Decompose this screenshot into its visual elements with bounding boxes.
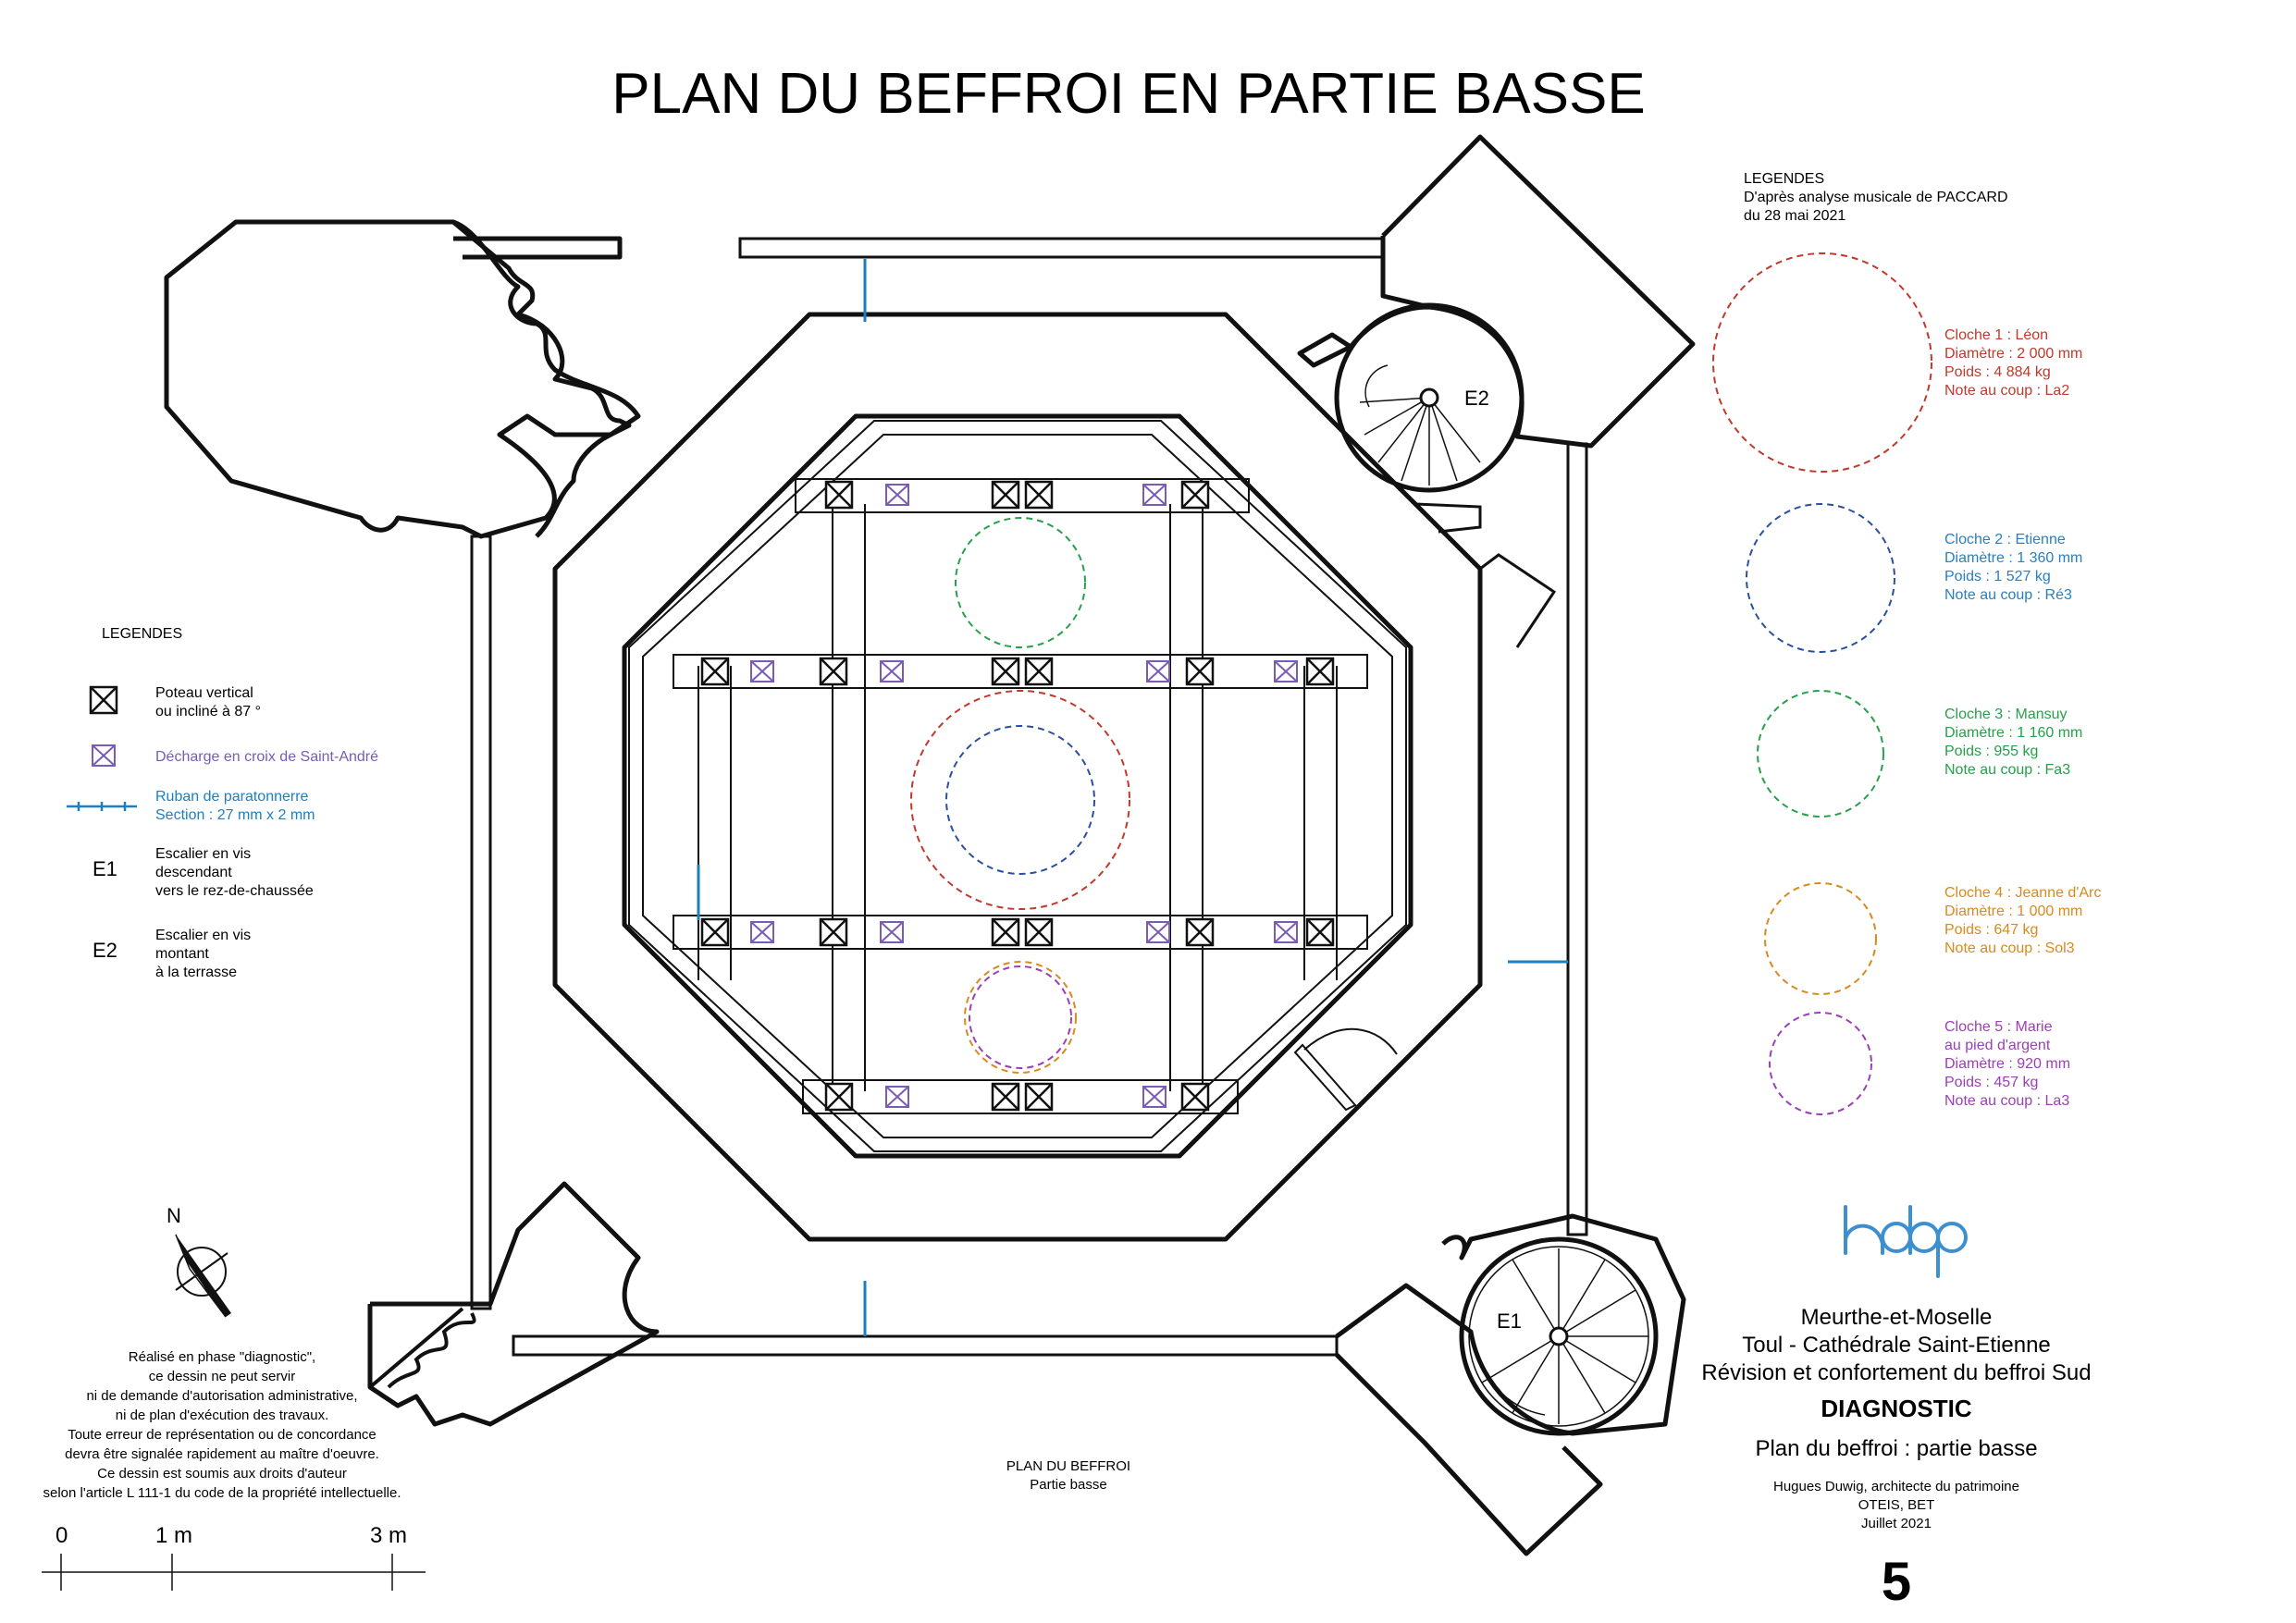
decharge: [886, 485, 908, 505]
scale-label-3m: 3 m: [370, 1523, 408, 1548]
poteau: [1187, 919, 1213, 945]
bell-1-line3: Poids : 4 884 kg: [1944, 364, 2051, 380]
plan-caption-line2: Partie basse: [1030, 1477, 1107, 1493]
bell-5-line3: Diamètre : 920 mm: [1944, 1056, 2071, 1072]
legend-e2-line2: montant: [155, 946, 209, 962]
poteau: [993, 658, 1018, 684]
decharge: [881, 661, 903, 682]
legend-poteau-symbol: [91, 687, 117, 713]
disclaimer-line: devra être signalée rapidement au maître d'oeuvre.: [65, 1446, 379, 1462]
legend-decharge-symbol: [93, 745, 115, 766]
buttress-sw: [370, 1184, 657, 1424]
bell-4-line4: Note au coup : Sol3: [1944, 941, 2075, 956]
cartouche-phase: DIAGNOSTIC: [1821, 1395, 1972, 1422]
poteau: [1026, 1084, 1052, 1110]
poteau: [826, 1084, 852, 1110]
bell-1-line1: Cloche 1 : Léon: [1944, 327, 2049, 343]
legend-bell-1-circle: [1713, 253, 1932, 472]
legend-poteau-line2: ou incliné à 87 °: [155, 704, 262, 719]
decharge: [1147, 661, 1169, 682]
bell-2-plan: [946, 726, 1094, 874]
legend-bells-subtitle-1: D'après analyse musicale de PACCARD: [1744, 190, 2008, 205]
legend-e2-symbol: E2: [93, 939, 117, 962]
legend-bell-4-circle: [1765, 883, 1876, 994]
disclaimer-line: Ce dessin est soumis aux droits d'auteur: [97, 1466, 347, 1482]
poteau: [821, 919, 846, 945]
poteau: [1026, 658, 1052, 684]
legend-e1-symbol: E1: [93, 857, 117, 880]
disclaimer-line: ce dessin ne peut servir: [148, 1369, 296, 1384]
bell-2-line4: Note au coup : Ré3: [1944, 587, 2072, 603]
legend-bell-2-circle: [1747, 504, 1895, 652]
sheet-number: 5: [1881, 1552, 1912, 1612]
decharge: [1275, 922, 1297, 942]
poteau: [1026, 919, 1052, 945]
legend-e2-line1: Escalier en vis: [155, 928, 252, 943]
bell-3-line1: Cloche 3 : Mansuy: [1944, 707, 2068, 722]
legend-ruban-line2: Section : 27 mm x 2 mm: [155, 807, 315, 823]
buttress-nw: [167, 222, 629, 536]
bell-5-line2: au pied d'argent: [1944, 1038, 2051, 1053]
hdap-logo: [1845, 1207, 1966, 1276]
poteau: [1182, 482, 1208, 508]
decharge: [751, 922, 773, 942]
cartouche-location-3: Révision et confortement du beffroi Sud: [1701, 1360, 2092, 1385]
legend-poteau-line1: Poteau vertical: [155, 685, 253, 701]
poteau-symbols: [702, 482, 1333, 1110]
bell-3-line3: Poids : 955 kg: [1944, 744, 2039, 759]
poteau: [993, 919, 1018, 945]
stair-e2-label: E2: [1464, 387, 1489, 410]
buttress-nw-lobes: [453, 222, 638, 536]
bell-3-plan: [956, 518, 1085, 647]
scale-label-1m: 1 m: [155, 1523, 193, 1548]
legend-ruban-symbol: [67, 802, 137, 811]
bell-4-plan: [965, 962, 1076, 1073]
legend-left: [67, 626, 378, 980]
cartouche-author-2: OTEIS, BET: [1858, 1497, 1935, 1513]
scale-bar: [42, 1523, 426, 1591]
poteau: [821, 658, 846, 684]
poteau: [993, 1084, 1018, 1110]
poteau: [1307, 919, 1333, 945]
poteau: [1307, 658, 1333, 684]
disclaimer-line: Réalisé en phase "diagnostic",: [128, 1349, 316, 1365]
legend-bells-subtitle-2: du 28 mai 2021: [1744, 208, 1846, 224]
tower-se: [1337, 1216, 1684, 1554]
tower-ne: [1300, 137, 1693, 490]
decharge: [1143, 485, 1166, 505]
bell-4-line1: Cloche 4 : Jeanne d'Arc: [1944, 885, 2102, 901]
decharge: [1275, 661, 1297, 682]
north-arrow-icon: [167, 1204, 231, 1317]
plan-caption-line1: PLAN DU BEFFROI: [1006, 1458, 1131, 1474]
legend-ruban-line1: Ruban de paratonnerre: [155, 789, 309, 805]
bell-4-line2: Diamètre : 1 000 mm: [1944, 904, 2083, 919]
bell-5-line5: Note au coup : La3: [1944, 1093, 2070, 1109]
disclaimer-line: Toute erreur de représentation ou de concordance: [68, 1427, 376, 1443]
beffroi-frame: [629, 421, 1406, 1151]
poteau: [702, 658, 728, 684]
legend-e2-line3: à la terrasse: [155, 965, 238, 980]
cartouche-location-1: Meurthe-et-Moselle: [1800, 1305, 1993, 1330]
decharge: [1147, 922, 1169, 942]
cartouche-location-2: Toul - Cathédrale Saint-Etienne: [1742, 1333, 2051, 1358]
bell-5-plan: [969, 966, 1071, 1068]
disclaimer-line: selon l'article L 111-1 du code de la propriété intellectuelle.: [43, 1485, 401, 1501]
legend-e1-line1: Escalier en vis: [155, 846, 252, 862]
decharge: [886, 1087, 908, 1107]
legend-e1-line3: vers le rez-de-chaussée: [155, 883, 314, 899]
cartouche-subject: Plan du beffroi : partie basse: [1755, 1436, 2038, 1461]
legend-bells-header: LEGENDES: [1744, 171, 1825, 187]
bell-5-line4: Poids : 457 kg: [1944, 1075, 2039, 1090]
bell-3-line2: Diamètre : 1 160 mm: [1944, 725, 2083, 741]
bell-2-line2: Diamètre : 1 360 mm: [1944, 550, 2083, 566]
plan-caption: [1006, 1458, 1130, 1493]
cartouche: [1701, 1207, 2091, 1612]
bell-1-line4: Note au coup : La2: [1944, 383, 2070, 399]
poteau: [1187, 658, 1213, 684]
scale-label-0: 0: [56, 1523, 68, 1548]
stair-e1-label: E1: [1497, 1309, 1522, 1333]
legend-e1-line2: descendant: [155, 865, 232, 880]
cartouche-author-1: Hugues Duwig, architecte du patrimoine: [1773, 1479, 2019, 1494]
disclaimer-line: ni de plan d'exécution des travaux.: [115, 1408, 329, 1423]
inner-wall-octagon: [624, 416, 1411, 1156]
door-east: [1295, 1029, 1397, 1110]
bell-2-line1: Cloche 2 : Etienne: [1944, 532, 2066, 547]
legend-bell-3-circle: [1758, 691, 1883, 817]
legend-bell-5-circle: [1770, 1013, 1871, 1114]
cartouche-date: Juillet 2021: [1861, 1516, 1932, 1531]
bell-1-line2: Diamètre : 2 000 mm: [1944, 346, 2083, 362]
poteau: [993, 482, 1018, 508]
page-title: PLAN DU BEFFROI EN PARTIE BASSE: [611, 62, 1646, 126]
decharge: [881, 922, 903, 942]
buttress-sw-lobes: [370, 1309, 475, 1387]
poteau: [826, 482, 852, 508]
poteau: [702, 919, 728, 945]
north-label: N: [167, 1204, 181, 1227]
disclaimer-line: ni de demande d'autorisation administrative,: [86, 1388, 358, 1404]
legend-decharge-line1: Décharge en croix de Saint-André: [155, 749, 379, 765]
poteau: [1026, 482, 1052, 508]
bell-2-line3: Poids : 1 527 kg: [1944, 569, 2051, 584]
legend-left-header: LEGENDES: [102, 626, 183, 642]
decharge: [1143, 1087, 1166, 1107]
bells-on-plan: [911, 518, 1129, 1073]
disclaimer: [43, 1349, 401, 1501]
bell-4-line3: Poids : 647 kg: [1944, 922, 2039, 938]
bell-1-plan: [911, 691, 1129, 909]
poteau: [1182, 1084, 1208, 1110]
decharge: [751, 661, 773, 682]
bell-3-line4: Note au coup : Fa3: [1944, 762, 2071, 778]
legend-bells: [1713, 171, 2101, 1114]
bell-5-line1: Cloche 5 : Marie: [1944, 1019, 2053, 1035]
